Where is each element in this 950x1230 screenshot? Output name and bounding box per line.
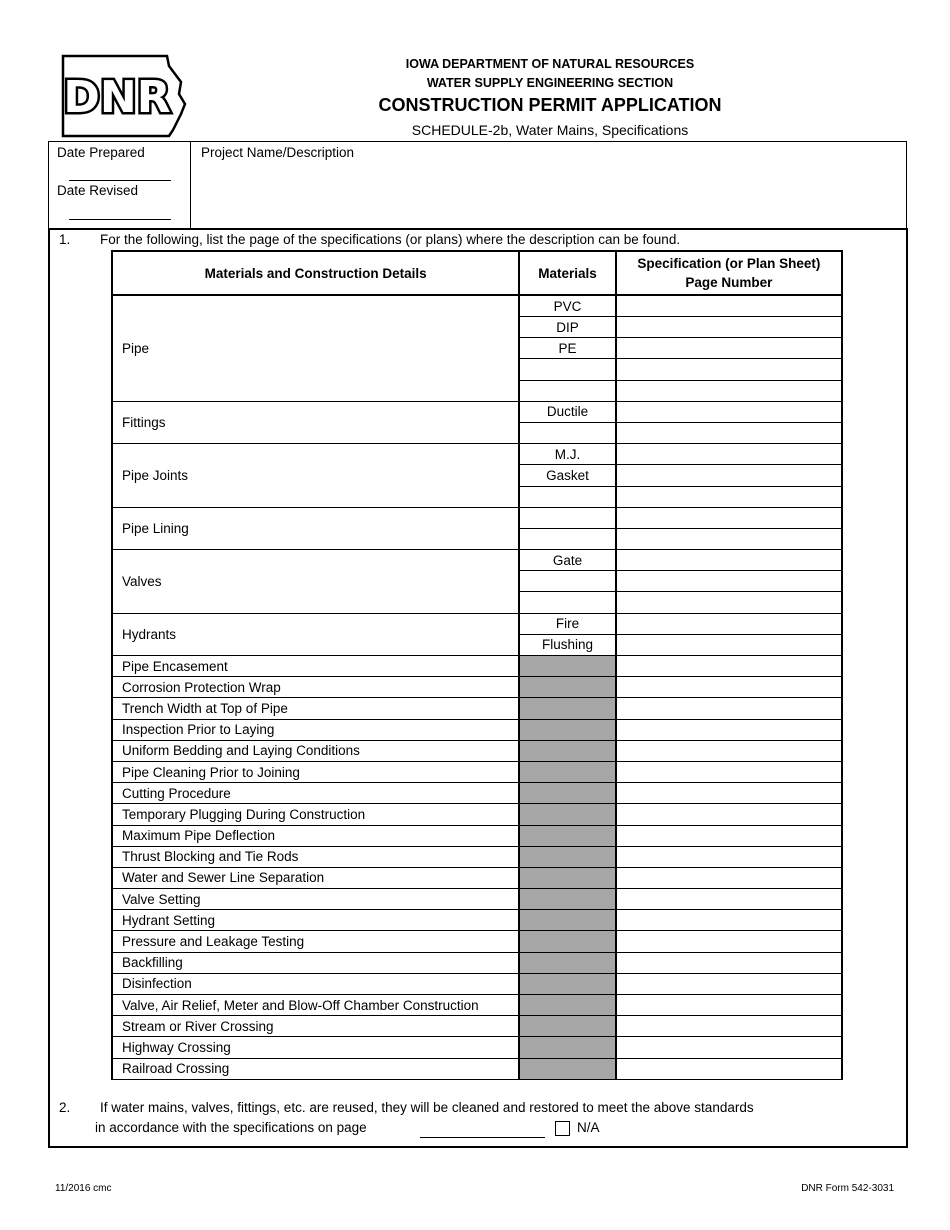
material-cell: PE [519,338,616,359]
logo-text: DNR [63,72,171,123]
page-number-field[interactable] [616,656,842,677]
column-header-details: Materials and Construction Details [112,251,519,295]
detail-label: Pipe Encasement [112,656,519,677]
table-row [112,295,842,317]
table-row [112,719,842,740]
na-checkbox[interactable] [555,1121,570,1136]
agency-name: IOWA DEPARTMENT OF NATURAL RESOURCES [405,57,695,71]
detail-label: Cutting Procedure [112,783,519,804]
detail-label: Water and Sewer Line Separation [112,867,519,888]
page-number-field[interactable] [616,401,842,422]
shaded-material-cell [519,1037,616,1058]
page-number-field[interactable] [616,825,842,846]
table-row [112,698,842,719]
detail-label: Pipe Cleaning Prior to Joining [112,761,519,782]
page-number-field[interactable] [616,783,842,804]
detail-label: Corrosion Protection Wrap [112,677,519,698]
page-number-field[interactable] [616,317,842,338]
page-number-field[interactable] [616,359,842,380]
material-cell: DIP [519,317,616,338]
footer-date: 11/2016 cmc [55,1183,112,1194]
material-cell: Gate [519,550,616,571]
shaded-material-cell [519,656,616,677]
column-header-materials: Materials [519,251,616,295]
page-number-field[interactable] [616,380,842,401]
shaded-material-cell [519,846,616,867]
question-1-number: 1. [59,232,71,247]
question-1-text: For the following, list the page of the specifications (or plans) where the description can be found. [100,232,681,247]
detail-label: Stream or River Crossing [112,1016,519,1037]
column-header-page-line1: Specification (or Plan Sheet) [637,256,821,271]
detail-label: Temporary Plugging During Construction [112,804,519,825]
material-cell [519,359,616,380]
page-number-field[interactable] [616,973,842,994]
page-number-field[interactable] [616,422,842,443]
category-label: Fittings [112,401,519,443]
project-description-label: Project Name/Description [201,145,355,160]
table-row [112,889,842,910]
detail-label: Hydrant Setting [112,910,519,931]
detail-label: Disinfection [112,973,519,994]
table-row [112,444,842,465]
page-number-field[interactable] [616,719,842,740]
category-label: Pipe [112,295,519,401]
material-cell: M.J. [519,444,616,465]
detail-label: Pressure and Leakage Testing [112,931,519,952]
page-number-field[interactable] [616,846,842,867]
table-row [112,952,842,973]
category-label: Pipe Lining [112,507,519,549]
detail-label: Backfilling [112,952,519,973]
page-number-field[interactable] [616,550,842,571]
table-row [112,1058,842,1079]
spec-page-field[interactable] [420,1137,545,1138]
table-row [112,677,842,698]
shaded-material-cell [519,952,616,973]
table-row [112,613,842,634]
table-row [112,804,842,825]
table-row [112,910,842,931]
shaded-material-cell [519,867,616,888]
date-prepared-label: Date Prepared [57,145,145,160]
detail-label: Valve, Air Relief, Meter and Blow-Off Chamber Construction [112,995,519,1016]
page-number-field[interactable] [616,867,842,888]
detail-label: Trench Width at Top of Pipe [112,698,519,719]
material-cell [519,528,616,549]
page-number-field[interactable] [616,889,842,910]
date-prepared-field[interactable] [69,180,171,181]
page-number-field[interactable] [616,1058,842,1079]
detail-label: Inspection Prior to Laying [112,719,519,740]
page-number-field[interactable] [616,571,842,592]
shaded-material-cell [519,761,616,782]
page-number-field[interactable] [616,634,842,655]
page-number-field[interactable] [616,910,842,931]
table-row [112,973,842,994]
question-2-text-line2: in accordance with the specifications on page [95,1120,367,1135]
detail-label: Maximum Pipe Deflection [112,825,519,846]
material-cell [519,486,616,507]
project-info-box [48,141,907,228]
page-number-field[interactable] [616,592,842,613]
column-header-page-line2: Page Number [685,275,773,290]
table-row [112,401,842,422]
shaded-material-cell [519,804,616,825]
page-number-field[interactable] [616,338,842,359]
page-number-field[interactable] [616,1016,842,1037]
table-row [112,846,842,867]
page-number-field[interactable] [616,486,842,507]
date-revised-field[interactable] [69,219,171,220]
table-row [112,1037,842,1058]
page-number-field[interactable] [616,1037,842,1058]
table-row [112,550,842,571]
page-number-field[interactable] [616,295,842,317]
table-row [112,867,842,888]
divider [190,142,191,228]
category-label: Valves [112,550,519,614]
question-2-text-line1: If water mains, valves, fittings, etc. are reused, they will be cleaned and restored to meet the above standards [100,1100,754,1115]
shaded-material-cell [519,740,616,761]
material-cell: Ductile [519,401,616,422]
table-row [112,1016,842,1037]
material-cell [519,571,616,592]
shaded-material-cell [519,698,616,719]
detail-label: Railroad Crossing [112,1058,519,1079]
table-row [112,656,842,677]
na-label: N/A [577,1120,600,1135]
shaded-material-cell [519,910,616,931]
page-number-field[interactable] [616,444,842,465]
table-row [112,761,842,782]
page-number-field[interactable] [616,931,842,952]
shaded-material-cell [519,825,616,846]
question-2-number: 2. [59,1100,71,1115]
shaded-material-cell [519,1016,616,1037]
shaded-material-cell [519,677,616,698]
table-row [112,995,842,1016]
table-row [112,783,842,804]
table-row [112,740,842,761]
dnr-logo [55,52,187,140]
material-cell: Fire [519,613,616,634]
shaded-material-cell [519,719,616,740]
page-number-field[interactable] [616,528,842,549]
page-number-field[interactable] [616,995,842,1016]
detail-label: Uniform Bedding and Laying Conditions [112,740,519,761]
shaded-material-cell [519,995,616,1016]
table-row [112,825,842,846]
specifications-table [111,250,843,1080]
shaded-material-cell [519,973,616,994]
category-label: Hydrants [112,613,519,655]
shaded-material-cell [519,889,616,910]
category-label: Pipe Joints [112,444,519,508]
material-cell [519,592,616,613]
column-header-page-number [616,251,842,295]
page-number-field[interactable] [616,740,842,761]
footer-form-number: DNR Form 542-3031 [801,1183,894,1194]
page-number-field[interactable] [616,677,842,698]
detail-label: Valve Setting [112,889,519,910]
shaded-material-cell [519,783,616,804]
page-number-field[interactable] [616,613,842,634]
section-name: WATER SUPPLY ENGINEERING SECTION [426,76,674,90]
shaded-material-cell [519,931,616,952]
form-title: CONSTRUCTION PERMIT APPLICATION [378,95,722,115]
table-row [112,931,842,952]
page-number-field[interactable] [616,507,842,528]
form-subtitle: SCHEDULE-2b, Water Mains, Specifications [411,122,689,138]
detail-label: Highway Crossing [112,1037,519,1058]
page-number-field[interactable] [616,761,842,782]
material-cell: Flushing [519,634,616,655]
date-revised-label: Date Revised [57,183,139,198]
page-number-field[interactable] [616,804,842,825]
page-number-field[interactable] [616,698,842,719]
material-cell: PVC [519,295,616,317]
page-number-field[interactable] [616,952,842,973]
shaded-material-cell [519,1058,616,1079]
material-cell [519,380,616,401]
page-number-field[interactable] [616,465,842,486]
table-row [112,507,842,528]
material-cell [519,507,616,528]
material-cell: Gasket [519,465,616,486]
material-cell [519,422,616,443]
detail-label: Thrust Blocking and Tie Rods [112,846,519,867]
